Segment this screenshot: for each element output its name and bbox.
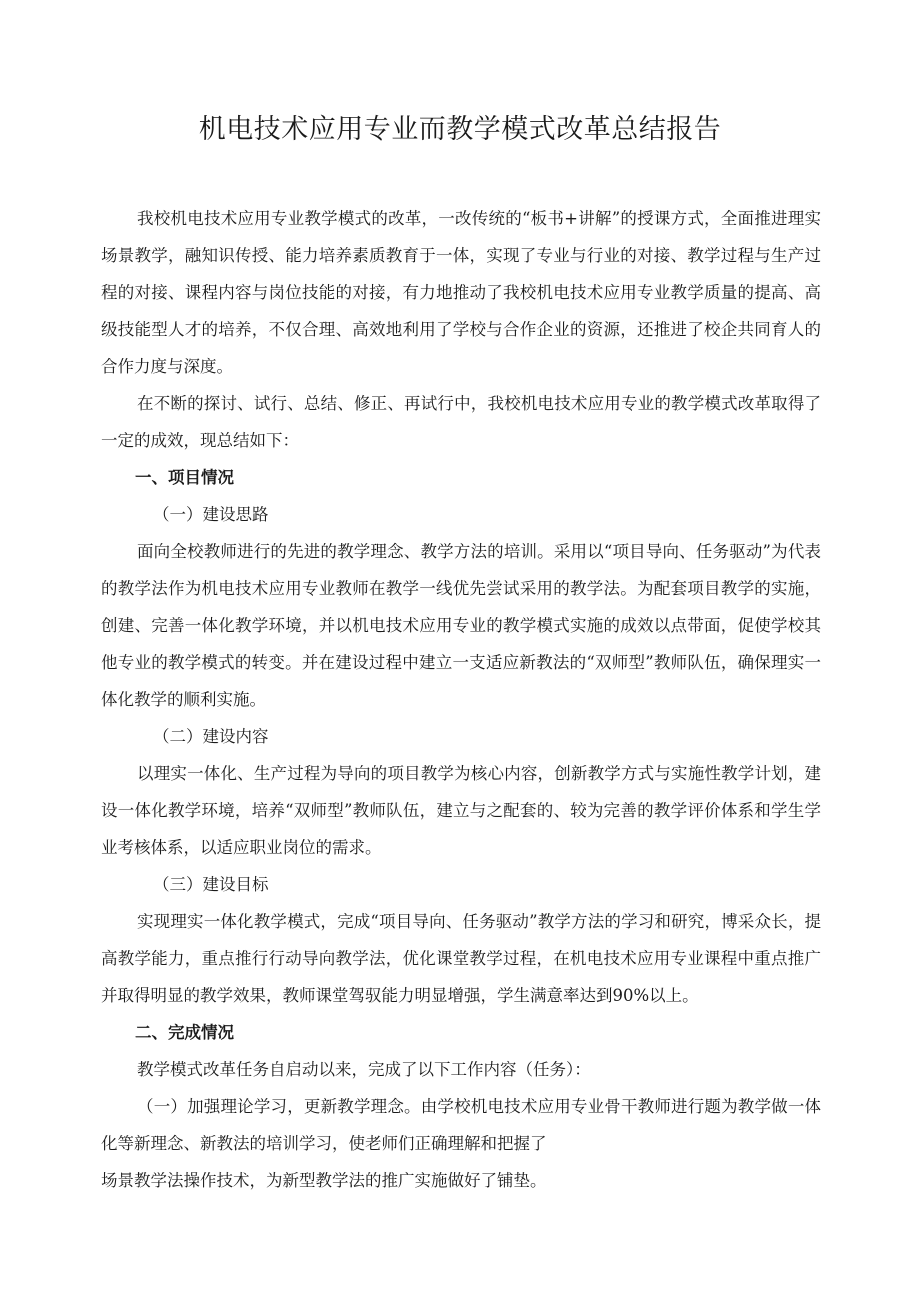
- document-body: [101, 200, 821, 1199]
- section-heading-completion: 二、完成情况: [135, 1023, 234, 1042]
- section-heading-project: 一、项目情况: [135, 468, 234, 487]
- subsection-text-approach: 面向全校教师进行的先进的教学理念、教学方法的培训。采用以“项目导向、任务驱动”为代表的教学法作为机电技术应用专业教师在教学一线优先尝试采用的教学法。为配套项目教学的实施，创建、完善一体化教学环境，并以机电技术应用专业的教学模式实施的成效以点带面，促使学校其他专业的教学模式的转变。并在建设过程中建立一支适应新教法的“双师型”教师队伍，确保理实一体化教学的顺利实施。: [101, 542, 821, 709]
- subsection-title-approach: （一）建设思路: [153, 505, 269, 524]
- subsection-text-content: 以理实一体化、生产过程为导向的项目教学为核心内容，创新教学方式与实施性教学计划，建设一体化教学环境，培养“双师型”教师队伍，建立与之配套的、较为完善的教学评价体系和学生学业考核体系，以适应职业岗位的需求。: [101, 764, 821, 857]
- completion-item-1-continued: 场景教学法操作技术，为新型教学法的推广实施做好了铺垫。: [101, 1171, 547, 1190]
- completion-intro: 教学模式改革任务自启动以来，完成了以下工作内容（任务）：: [137, 1060, 591, 1079]
- subsection-title-content: （二）建设内容: [153, 727, 269, 746]
- document-title: 机电技术应用专业而教学模式改革总结报告: [198, 114, 722, 145]
- subsection-title-goals: （三）建设目标: [153, 875, 269, 894]
- intro-paragraph-2: 在不断的探讨、试行、总结、修正、再试行中，我校机电技术应用专业的教学模式改革取得了一定的成效，现总结如下：: [101, 394, 821, 450]
- intro-paragraph-1: 我校机电技术应用专业教学模式的改革，一改传统的“板书+讲解”的授课方式，全面推进理实场景教学，融知识传授、能力培养素质教育于一体，实现了专业与行业的对接、教学过程与生产过程的对接、课程内容与岗位技能的对接，有力地推动了我校机电技术应用专业教学质量的提高、高级技能型人才的培养，不仅合理、高效地利用了学校与合作企业的资源，还推进了校企共同育人的合作力度与深度。: [101, 209, 821, 376]
- subsection-text-goals: 实现理实一体化教学模式，完成“项目导向、任务驱动”教学方法的学习和研究，博采众长，提高教学能力，重点推行行动导向教学法，优化课堂教学过程，在机电技术应用专业课程中重点推广并取得明显的教学效果，教师课堂驾驭能力明显增强，学生满意率达到90%以上。: [101, 912, 821, 1005]
- completion-item-1: （一）加强理论学习，更新教学理念。由学校机电技术应用专业骨干教师进行题为教学做一体化等新理念、新教法的培训学习，使老师们正确理解和把握了: [101, 1097, 821, 1153]
